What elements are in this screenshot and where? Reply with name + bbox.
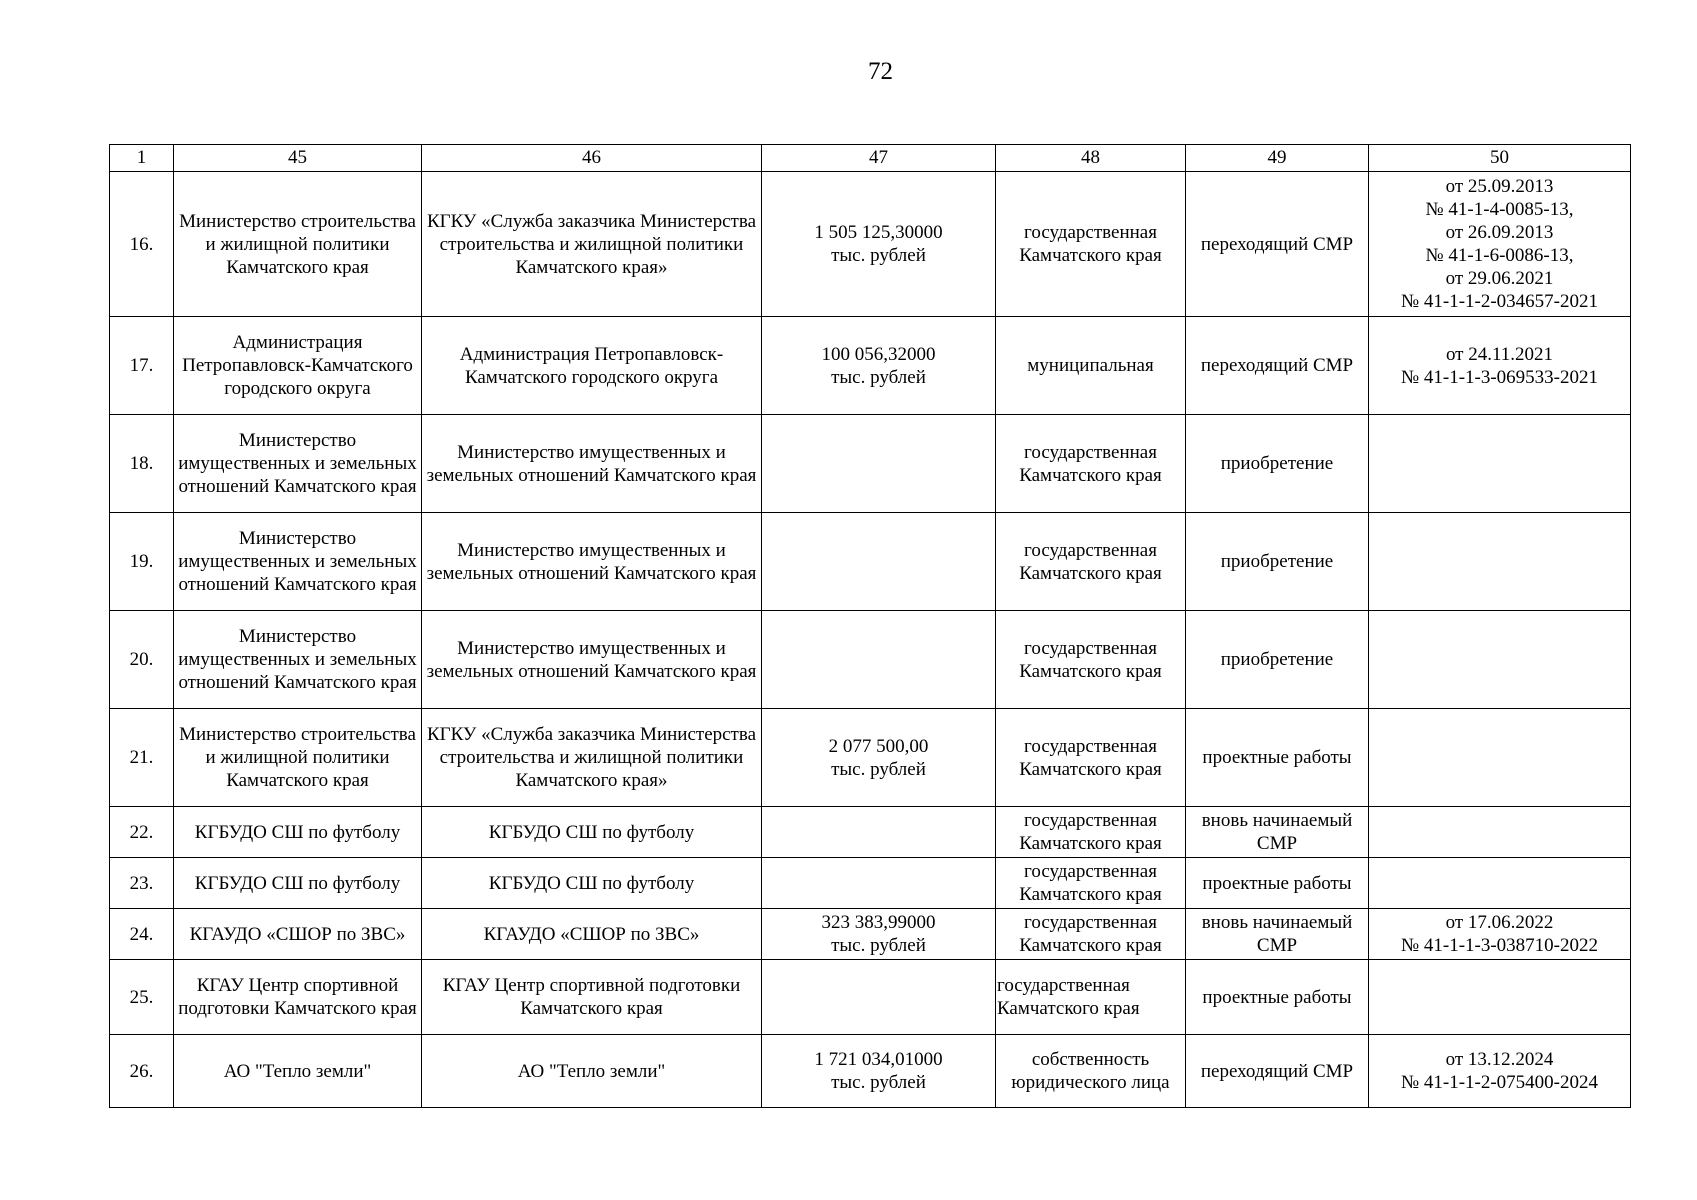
ownership-cell-line: Камчатского края <box>1019 935 1162 956</box>
header-cell: 50 <box>1369 145 1631 172</box>
table-row <box>110 513 1631 611</box>
docs-cell-line: № 41-1-1-3-069533-2021 <box>1400 366 1598 388</box>
header-cell: 49 <box>1186 145 1369 172</box>
row-number-cell-text: 16. <box>129 233 154 255</box>
work-type-cell-text: приобретение <box>1220 649 1334 670</box>
row-number-cell <box>110 513 174 611</box>
table-row <box>110 415 1631 513</box>
row-number-cell-text: 18. <box>129 453 154 474</box>
cost-cell-line: 100 056,32000 <box>821 343 936 365</box>
work-type-cell-text: приобретение <box>1220 453 1334 474</box>
header-cell: 1 <box>110 145 174 172</box>
docs-cell <box>1369 858 1631 909</box>
developer-cell <box>422 909 762 960</box>
ownership-cell-line: государственная <box>1024 861 1157 882</box>
cost-cell <box>762 611 996 709</box>
ownership-cell-line: государственная <box>1024 912 1157 933</box>
header-cell: 46 <box>422 145 762 172</box>
docs-cell-line: № 41-1-1-2-034657-2021 <box>1400 291 1598 312</box>
ownership-cell-line: Камчатского края <box>1019 464 1162 486</box>
docs-cell-line: от 24.11.2021 <box>1445 343 1554 365</box>
cost-cell <box>762 807 996 858</box>
customer-cell-text: КГАУДО «СШОР по ЗВС» <box>189 923 406 945</box>
table-row <box>110 960 1631 1035</box>
work-type-cell <box>1186 1035 1369 1108</box>
developer-cell <box>422 513 762 611</box>
docs-cell-line: № 41-1-6-0086-13, <box>1425 245 1574 266</box>
customer-cell <box>174 415 422 513</box>
customer-cell-text: Министерство имущественных и земельных отношений Камчатского края <box>178 626 417 693</box>
customer-cell <box>174 858 422 909</box>
row-number-cell <box>110 415 174 513</box>
ownership-cell-line: Камчатского края <box>1019 833 1162 854</box>
docs-cell <box>1369 709 1631 807</box>
work-type-cell <box>1186 909 1369 960</box>
ownership-cell-line: государственная <box>997 975 1130 996</box>
work-type-cell-text: переходящий СМР <box>1200 233 1354 255</box>
customer-cell <box>174 807 422 858</box>
row-number-cell <box>110 909 174 960</box>
ownership-cell-line: государственная <box>1024 441 1157 463</box>
work-type-cell-text: приобретение <box>1220 551 1334 572</box>
header-cell: 48 <box>996 145 1186 172</box>
cost-cell <box>762 513 996 611</box>
customer-cell <box>174 317 422 415</box>
work-type-cell-text: проектные работы <box>1202 986 1352 1008</box>
ownership-cell <box>996 415 1186 513</box>
docs-cell-line: от 26.09.2013 <box>1445 222 1554 243</box>
docs-cell-line: от 25.09.2013 <box>1445 176 1554 197</box>
ownership-cell-line: Камчатского края <box>1019 562 1162 584</box>
developer-cell <box>422 709 762 807</box>
developer-cell <box>422 415 762 513</box>
cost-cell-line: тыс. рублей <box>831 758 926 780</box>
ownership-cell <box>996 709 1186 807</box>
ownership-cell-line: Камчатского края <box>1019 884 1162 905</box>
ownership-cell-line: собственность <box>1031 1049 1150 1070</box>
docs-cell-line: от 13.12.2024 <box>1445 1049 1554 1070</box>
ownership-cell <box>996 1035 1186 1108</box>
developer-cell <box>422 960 762 1035</box>
ownership-cell <box>996 807 1186 858</box>
docs-cell-line: № 41-1-4-0085-13, <box>1425 199 1574 220</box>
cost-cell-line: 1 505 125,30000 <box>814 222 943 243</box>
row-number-cell <box>110 709 174 807</box>
cost-cell <box>762 415 996 513</box>
developer-cell <box>422 807 762 858</box>
ownership-cell <box>996 172 1186 317</box>
work-type-cell-text: переходящий СМР <box>1200 355 1354 376</box>
developer-cell-text: КГКУ «Служба заказчика Министерства строительства и жилищной политики Камчатского края» <box>426 210 757 278</box>
work-type-cell-text: вновь начинаемый СМР <box>1201 912 1353 956</box>
docs-cell-line: от 29.06.2021 <box>1445 268 1554 289</box>
customer-cell-text: КГАУ Центр спортивной подготовки Камчатского края <box>178 975 417 1019</box>
work-type-cell-text: переходящий СМР <box>1200 1060 1354 1082</box>
work-type-cell <box>1186 415 1369 513</box>
developer-cell <box>422 858 762 909</box>
developer-cell-text: КГБУДО СШ по футболу <box>488 821 695 843</box>
cost-cell <box>762 909 996 960</box>
developer-cell-text: КГБУДО СШ по футболу <box>488 872 695 894</box>
ownership-cell <box>996 960 1186 1035</box>
cost-cell <box>762 172 996 317</box>
docs-cell-line: № 41-1-1-2-075400-2024 <box>1400 1072 1598 1093</box>
row-number-cell <box>110 960 174 1035</box>
table-row <box>110 317 1631 415</box>
ownership-cell-line: Камчатского края <box>1019 758 1162 780</box>
registry-table-body <box>110 145 1631 1108</box>
table-row <box>110 858 1631 909</box>
ownership-cell-line: государственная <box>1024 810 1157 831</box>
customer-cell <box>174 909 422 960</box>
docs-cell <box>1369 1035 1631 1108</box>
docs-cell <box>1369 960 1631 1035</box>
table-row <box>110 172 1631 317</box>
page-number: 72 <box>868 58 893 85</box>
row-number-cell <box>110 172 174 317</box>
developer-cell-text: Министерство имущественных и земельных отношений Камчатского края <box>426 637 757 682</box>
customer-cell-text: Министерство имущественных и земельных отношений Камчатского края <box>178 430 417 497</box>
row-number-cell-text: 19. <box>129 551 154 572</box>
cost-cell-line: тыс. рублей <box>831 935 926 956</box>
work-type-cell <box>1186 960 1369 1035</box>
customer-cell <box>174 172 422 317</box>
table-row <box>110 1035 1631 1108</box>
work-type-cell <box>1186 611 1369 709</box>
registry-table <box>109 144 1631 1108</box>
work-type-cell <box>1186 513 1369 611</box>
header-cell: 45 <box>174 145 422 172</box>
docs-cell <box>1369 317 1631 415</box>
customer-cell-text: КГБУДО СШ по футболу <box>194 872 401 894</box>
developer-cell <box>422 1035 762 1108</box>
developer-cell-text: АО "Тепло земли" <box>517 1060 666 1082</box>
cost-cell <box>762 858 996 909</box>
work-type-cell <box>1186 858 1369 909</box>
customer-cell-text: Администрация Петропавловск-Камчатского городского округа <box>182 332 413 399</box>
customer-cell <box>174 611 422 709</box>
docs-cell <box>1369 172 1631 317</box>
developer-cell-text: КГКУ «Служба заказчика Министерства строительства и жилищной политики Камчатского края» <box>426 724 757 791</box>
docs-cell <box>1369 513 1631 611</box>
ownership-cell-line: Камчатского края <box>1019 245 1162 266</box>
developer-cell-text: Министерство имущественных и земельных отношений Камчатского края <box>426 441 757 486</box>
customer-cell-text: Министерство имущественных и земельных отношений Камчатского края <box>178 528 417 595</box>
customer-cell-text: КГБУДО СШ по футболу <box>194 821 401 843</box>
ownership-cell-line: государственная <box>1024 222 1157 243</box>
cost-cell-line: тыс. рублей <box>831 1072 926 1093</box>
ownership-cell <box>996 317 1186 415</box>
work-type-cell-text: проектные работы <box>1202 747 1352 768</box>
cost-cell-line: тыс. рублей <box>831 245 926 266</box>
developer-cell <box>422 317 762 415</box>
row-number-cell <box>110 858 174 909</box>
table-row <box>110 807 1631 858</box>
work-type-cell-text: вновь начинаемый СМР <box>1201 810 1353 854</box>
row-number-cell <box>110 807 174 858</box>
row-number-cell-text: 22. <box>129 821 154 843</box>
table-row <box>110 611 1631 709</box>
customer-cell-text: АО "Тепло земли" <box>223 1060 372 1082</box>
docs-cell <box>1369 807 1631 858</box>
developer-cell-text: КГАУ Центр спортивной подготовки Камчатского края <box>442 975 741 1019</box>
row-number-cell-text: 26. <box>129 1060 154 1082</box>
work-type-cell <box>1186 317 1369 415</box>
ownership-cell-line: юридического лица <box>1011 1072 1170 1093</box>
row-number-cell-text: 21. <box>129 747 154 768</box>
row-number-cell-text: 24. <box>129 923 154 945</box>
work-type-cell <box>1186 172 1369 317</box>
row-number-cell-text: 20. <box>129 649 154 670</box>
ownership-cell <box>996 611 1186 709</box>
docs-cell-line: от 17.06.2022 <box>1445 912 1554 933</box>
cost-cell-line: 1 721 034,01000 <box>814 1049 943 1070</box>
ownership-cell <box>996 513 1186 611</box>
developer-cell-text: Администрация Петропавловск-Камчатского городского округа <box>459 343 724 388</box>
row-number-cell <box>110 611 174 709</box>
ownership-cell-line: государственная <box>1024 735 1157 757</box>
ownership-cell-line: государственная <box>1024 539 1157 561</box>
cost-cell <box>762 1035 996 1108</box>
customer-cell <box>174 709 422 807</box>
customer-cell-text: Министерство строительства и жилищной политики Камчатского края <box>179 724 416 791</box>
row-number-cell <box>110 1035 174 1108</box>
docs-cell-line: № 41-1-1-3-038710-2022 <box>1400 935 1598 956</box>
header-cell: 47 <box>762 145 996 172</box>
docs-cell <box>1369 611 1631 709</box>
cost-cell-line: тыс. рублей <box>831 366 926 388</box>
ownership-cell <box>996 858 1186 909</box>
ownership-cell <box>996 909 1186 960</box>
row-number-cell-text: 23. <box>129 872 154 894</box>
cost-cell <box>762 709 996 807</box>
customer-cell <box>174 1035 422 1108</box>
developer-cell-text: КГАУДО «СШОР по ЗВС» <box>483 923 700 945</box>
work-type-cell <box>1186 709 1369 807</box>
work-type-cell <box>1186 807 1369 858</box>
table-row <box>110 909 1631 960</box>
docs-cell <box>1369 909 1631 960</box>
row-number-cell-text: 17. <box>129 355 154 376</box>
developer-cell-text: Министерство имущественных и земельных отношений Камчатского края <box>426 539 757 584</box>
ownership-cell-line: Камчатского края <box>1019 660 1162 682</box>
table-header-row <box>110 145 1631 172</box>
table-row <box>110 709 1631 807</box>
row-number-cell-text: 25. <box>129 986 154 1008</box>
customer-cell <box>174 960 422 1035</box>
cost-cell-line: 323 383,99000 <box>821 912 936 933</box>
cost-cell <box>762 317 996 415</box>
ownership-cell-line: муниципальная <box>1027 355 1154 376</box>
docs-cell <box>1369 415 1631 513</box>
row-number-cell <box>110 317 174 415</box>
developer-cell <box>422 611 762 709</box>
customer-cell <box>174 513 422 611</box>
work-type-cell-text: проектные работы <box>1202 872 1352 894</box>
ownership-cell-line: государственная <box>1024 637 1157 659</box>
customer-cell-text: Министерство строительства и жилищной политики Камчатского края <box>179 210 416 278</box>
cost-cell <box>762 960 996 1035</box>
cost-cell-line: 2 077 500,00 <box>828 735 929 757</box>
developer-cell <box>422 172 762 317</box>
ownership-cell-line: Камчатского края <box>997 998 1140 1019</box>
